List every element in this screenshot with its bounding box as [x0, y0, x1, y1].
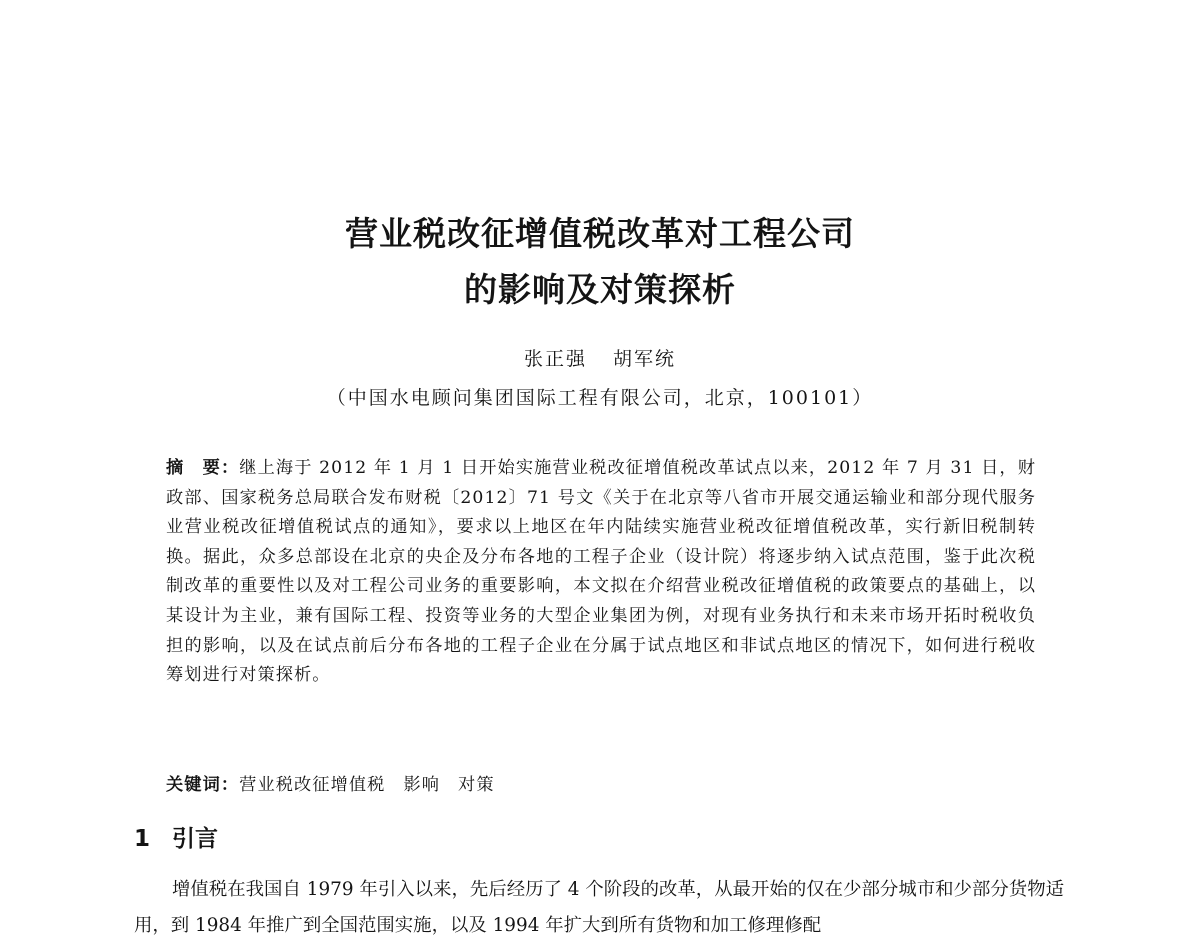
abstract-label: 摘 要： [166, 458, 240, 478]
author-name: 胡军统 [613, 348, 677, 370]
section-number: 1 [134, 826, 151, 852]
keywords [166, 770, 1036, 795]
section-title: 引言 [172, 826, 219, 852]
keyword: 对策 [458, 775, 495, 795]
keywords-label: 关键词： [166, 775, 240, 795]
paper-title-line-2: 的影响及对策探析 [464, 270, 736, 309]
keyword: 营业税改征增值税 [239, 775, 386, 795]
affiliation: （中国水电顾问集团国际工程有限公司，北京，100101） [326, 387, 874, 409]
section-heading [134, 820, 218, 853]
abstract [166, 454, 1036, 691]
keyword: 影响 [403, 775, 441, 795]
author-name: 张正强 [523, 348, 587, 370]
abstract-text: 继上海于 2012 年 1 月 1 日开始实施营业税改征增值税改革试点以来，2012 年 7 月 31 日，财政部、国家税务总局联合发布财税〔2012〕71 号文《关于在北京等八省市开展交通运输业和部分现代服务业营业税改征增值税试点的通知》，要求以上地区在年内陆续实施营业税改征增值税改革，实行新旧税制转换。据此，众多总部设在北京的央企及分布各地的工程子企业（设计院）将逐步纳入试点范围，鉴于此次税制改革的重要性以及对工程公司业务的重要影响，本文拟在介绍营业税改征增值税的政策要点的基础上，以某设计为主业，兼有国际工程、投资等业务的大型企业集团为例，对现有业务执行和未来市场开拓时税收负担的影响，以及在试点前后分布各地的工程子企业在分属于试点地区和非试点地区的情况下，如何进行税收筹划进行对策探析。 [166, 458, 1036, 686]
body-paragraph: 增值税在我国自 1979 年引入以来，先后经历了 4 个阶段的改革，从最开始的仅在少部分城市和少部分货物适用，到 1984 年推广到全国范围实施，以及 1994 年扩大到所有货物和加工修理修配 [134, 879, 1064, 936]
paper-title-line-1: 营业税改征增值税改革对工程公司 [345, 214, 855, 253]
authors [0, 344, 1200, 371]
